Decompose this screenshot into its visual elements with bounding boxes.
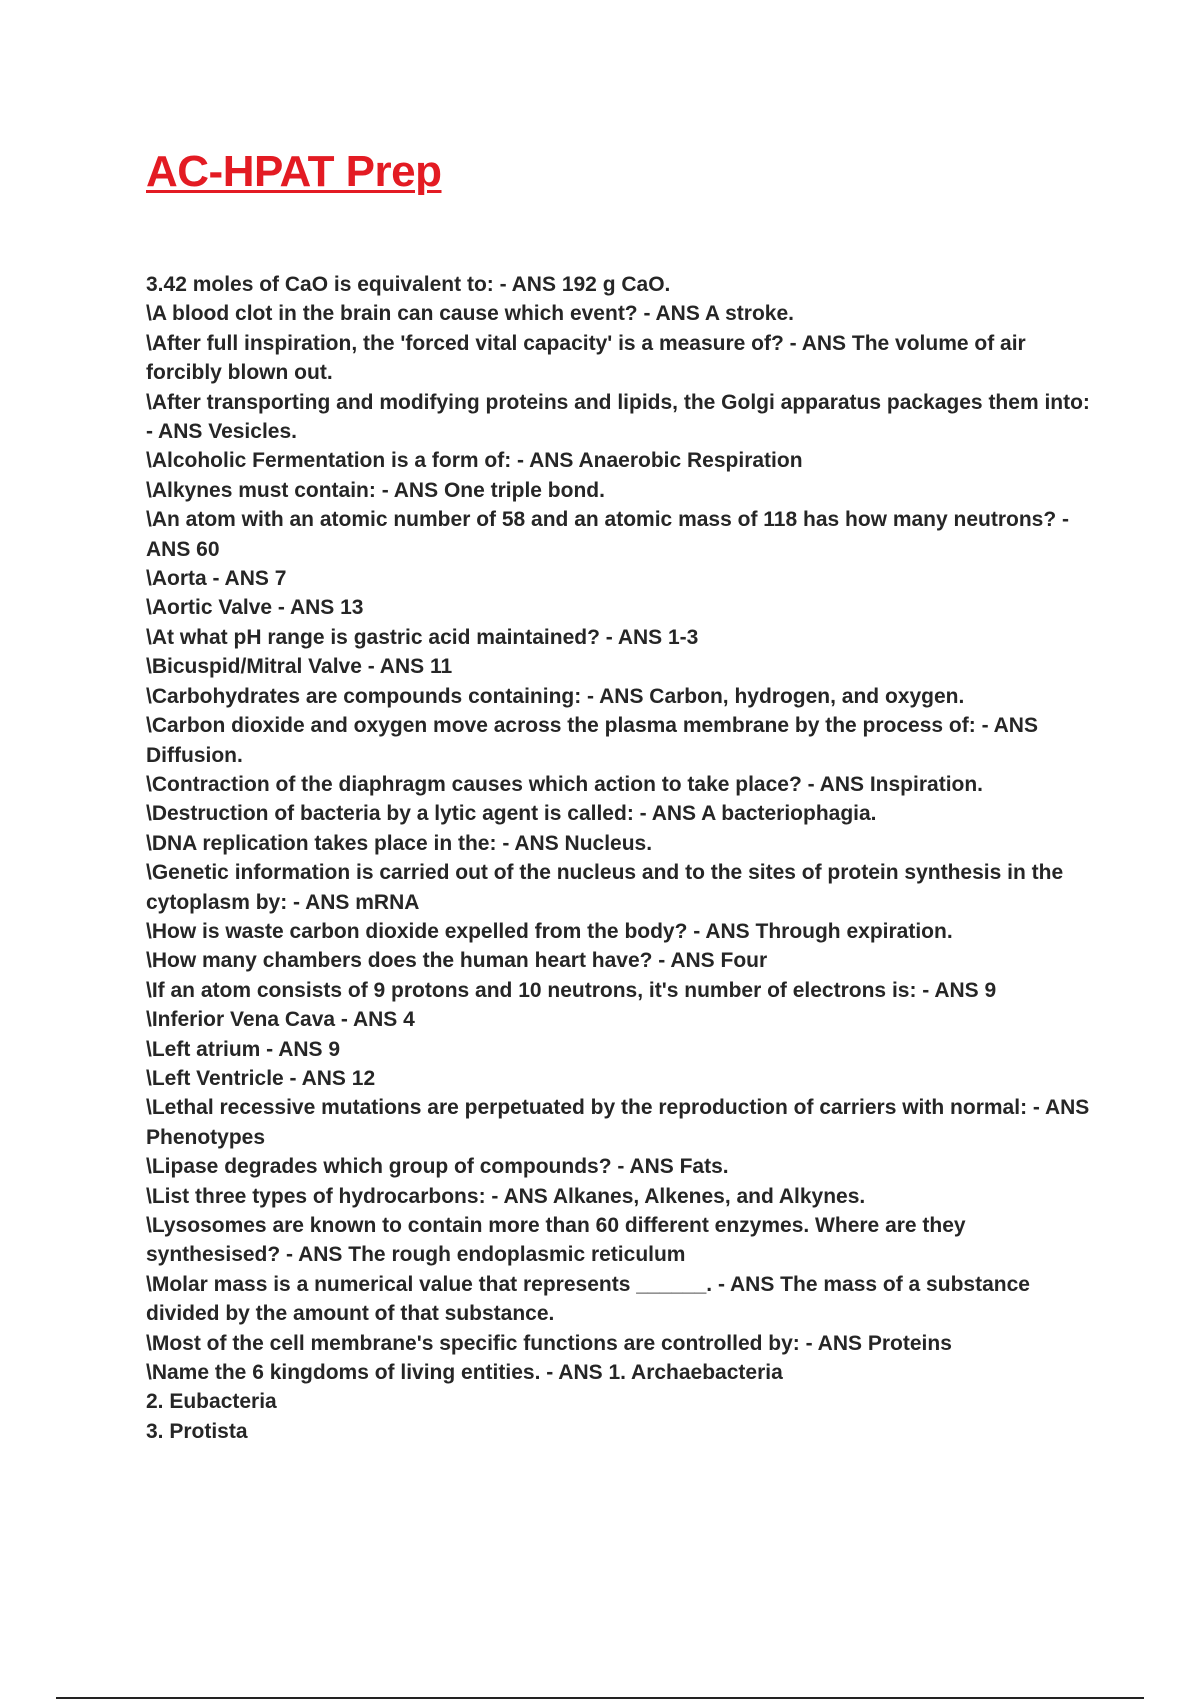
- qa-line: 3. Protista: [146, 1419, 248, 1443]
- qa-line: \A blood clot in the brain can cause which event? - ANS A stroke.: [146, 302, 794, 326]
- qa-line: \Genetic information is carried out of the nucleus and to the sites of protein synthesis in the cytoplasm by: - ANS mRNA: [146, 861, 1064, 914]
- qa-line: \Contraction of the diaphragm causes which action to take place? - ANS Inspiration.: [146, 772, 984, 796]
- qa-line: \Molar mass is a numerical value that represents ______. - ANS The mass of a substance divided by the amount of that substance.: [146, 1272, 1030, 1326]
- qa-line: \An atom with an atomic number of 58 and an atomic mass of 118 has how many neutrons? - ANS 60: [146, 508, 1070, 561]
- qa-line: \At what pH range is gastric acid maintained? - ANS 1-3: [146, 625, 699, 649]
- qa-line: \Carbohydrates are compounds containing: - ANS Carbon, hydrogen, and oxygen.: [146, 684, 965, 708]
- qa-line: \Bicuspid/Mitral Valve - ANS 11: [146, 655, 453, 679]
- qa-line: \Most of the cell membrane's specific functions are controlled by: - ANS Proteins: [146, 1331, 952, 1355]
- qa-line: \Left atrium - ANS 9: [146, 1037, 341, 1061]
- qa-line: \Carbon dioxide and oxygen move across the plasma membrane by the process of: - ANS Diffusion.: [146, 714, 1038, 767]
- qa-list: [146, 270, 1096, 1446]
- qa-line: \After transporting and modifying proteins and lipids, the Golgi apparatus packages them into: - ANS Vesicles.: [146, 390, 1090, 444]
- qa-line: \Lysosomes are known to contain more than 60 different enzymes. Where are they synthesised? - ANS The rough endoplasmic reticulum: [146, 1214, 966, 1267]
- qa-line: \Aortic Valve - ANS 13: [146, 596, 364, 620]
- document-title: AC-HPAT Prep: [146, 147, 442, 196]
- qa-line: \Alkynes must contain: - ANS One triple bond.: [146, 478, 605, 502]
- qa-line: \Lethal recessive mutations are perpetuated by the reproduction of carriers with normal: - ANS Phenotypes: [146, 1096, 1090, 1149]
- qa-line: \If an atom consists of 9 protons and 10 neutrons, it's number of electrons is: - ANS 9: [146, 978, 997, 1002]
- qa-line: \Inferior Vena Cava - ANS 4: [146, 1008, 415, 1032]
- bottom-divider: [56, 1697, 1144, 1699]
- qa-line: \Aorta - ANS 7: [146, 567, 287, 591]
- qa-line: \Lipase degrades which group of compounds? - ANS Fats.: [146, 1155, 729, 1179]
- qa-line: \Left Ventricle - ANS 12: [146, 1066, 376, 1090]
- qa-line: \List three types of hydrocarbons: - ANS Alkanes, Alkenes, and Alkynes.: [146, 1184, 866, 1208]
- qa-line: \Alcoholic Fermentation is a form of: - ANS Anaerobic Respiration: [146, 449, 803, 473]
- qa-line: \Destruction of bacteria by a lytic agent is called: - ANS A bacteriophagia.: [146, 802, 877, 826]
- qa-line: 3.42 moles of CaO is equivalent to: - ANS 192 g CaO.: [146, 273, 671, 296]
- qa-line: 2. Eubacteria: [146, 1390, 277, 1414]
- qa-line: \How is waste carbon dioxide expelled from the body? - ANS Through expiration.: [146, 919, 953, 943]
- qa-line: \How many chambers does the human heart have? - ANS Four: [146, 949, 768, 973]
- qa-line: \After full inspiration, the 'forced vital capacity' is a measure of? - ANS The volume of air forcibly blown out.: [146, 331, 1026, 385]
- qa-line: \Name the 6 kingdoms of living entities. - ANS 1. Archaebacteria: [146, 1361, 783, 1385]
- qa-line: \DNA replication takes place in the: - ANS Nucleus.: [146, 831, 653, 855]
